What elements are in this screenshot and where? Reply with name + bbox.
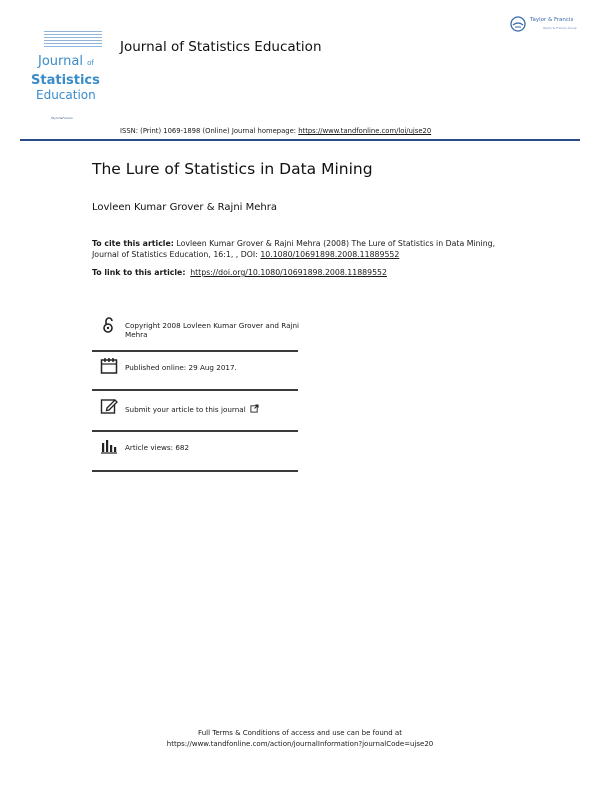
publisher-logo[interactable] (510, 16, 590, 40)
link-label: To link to this article: (92, 268, 189, 277)
journal-title: Journal of Statistics Education (120, 39, 322, 55)
journal-cover-image (24, 26, 102, 126)
citation-block (92, 238, 512, 260)
cover-decoration (44, 31, 102, 49)
footer (0, 728, 600, 749)
article-views-text: Article views: 682 (125, 443, 190, 452)
publisher-emblem-icon (510, 16, 526, 32)
info-divider (92, 389, 298, 391)
cite-doi-link[interactable]: 10.1080/10691898.2008.11889552 (260, 250, 400, 259)
cover-journal-word: Journal of (38, 54, 94, 69)
footer-line-1: Full Terms & Conditions of access and use can be found at (198, 729, 402, 737)
copyright-text: Copyright 2008 Lovleen Kumar Grover and Rajni Mehra (125, 321, 300, 339)
published-online-text: Published online: 29 Aug 2017. (125, 363, 237, 372)
cover-education-word: Education (36, 88, 96, 102)
edit-icon (100, 397, 118, 415)
article-authors: Lovleen Kumar Grover & Rajni Mehra (92, 202, 277, 213)
journal-homepage-link[interactable]: https://www.tandfonline.com/loi/ujse20 (298, 127, 432, 135)
publisher-sub: Taylor & Francis Group (543, 26, 577, 30)
info-divider (92, 470, 298, 472)
publisher-brand: Taylor & Francis (530, 17, 574, 23)
article-doi-link[interactable]: https://doi.org/10.1080/10691898.2008.11889552 (190, 268, 387, 277)
calendar-icon (100, 357, 118, 375)
cite-text: Lovleen Kumar Grover & Rajni Mehra (2008) The Lure of Statistics in Data Mining, Journal of Statistics Education, 16:1, , DOI: (92, 239, 496, 259)
header-divider (20, 139, 580, 141)
cover-statistics-word: Statistics (31, 73, 100, 88)
info-divider (92, 350, 298, 352)
external-link-icon (250, 404, 259, 413)
footer-terms-link[interactable]: https://www.tandfonline.com/action/journalInformation?journalCode=ujse20 (166, 739, 434, 748)
issn-line: ISSN: (Print) 1069-1898 (Online) Journal homepage: https://www.tandfonline.com/loi/ujse20 (120, 127, 432, 135)
link-block (92, 268, 387, 277)
submit-article-link[interactable]: Submit your article to this journal (125, 404, 259, 414)
cite-label: To cite this article: (92, 239, 174, 248)
info-divider (92, 430, 298, 432)
article-title: The Lure of Statistics in Data Mining (92, 160, 373, 178)
open-access-icon (100, 316, 118, 334)
bar-chart-icon (100, 437, 118, 455)
cover-publisher-mark: Taylor&Francis (51, 116, 73, 120)
